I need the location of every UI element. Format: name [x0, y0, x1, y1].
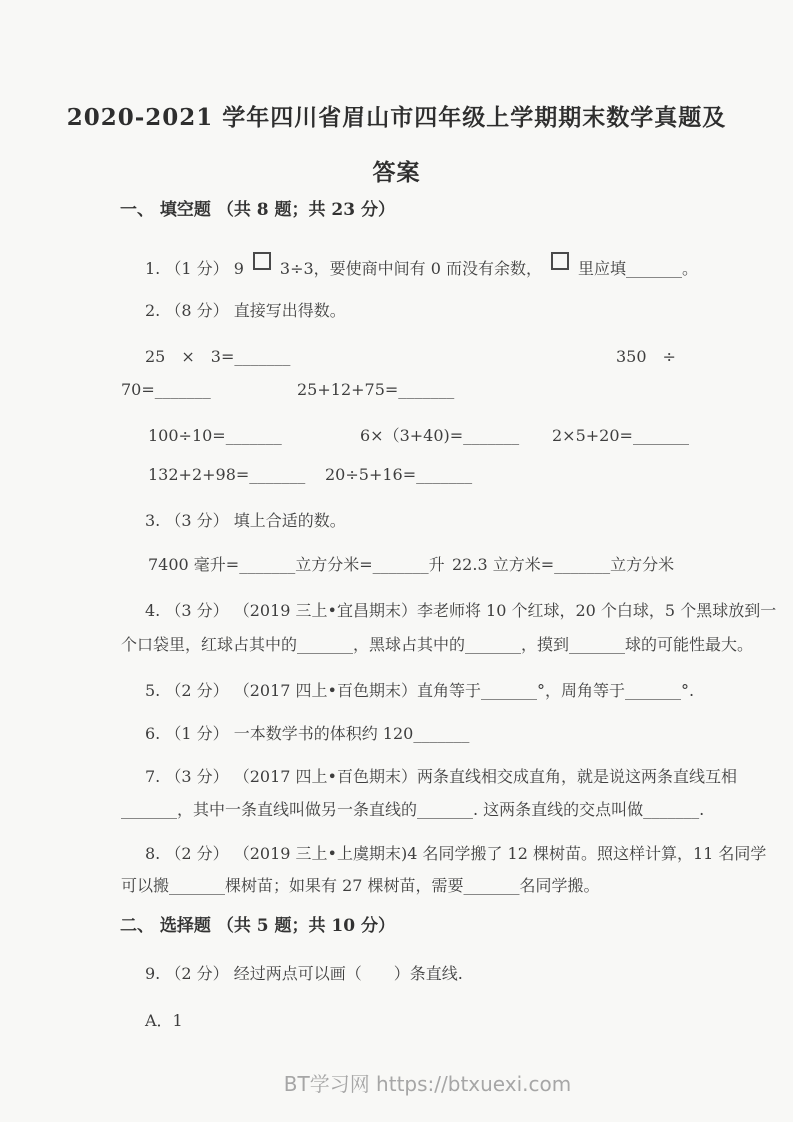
- question-7-line-2: _______，其中一条直线叫做另一条直线的_______. 这两条直线的交点叫做_______.: [121, 800, 705, 819]
- question-1-middle: 3÷3，要使商中间有 0 而没有余数，: [279, 259, 543, 278]
- question-3-fill-left: 7400 毫升=_______立方分米=_______升: [148, 555, 445, 574]
- section-heading-multiple-choice: 二、 选择题 （共 5 题；共 10 分）: [120, 916, 395, 936]
- calc-expression: 70=_______: [121, 380, 211, 399]
- question-1-prefix: 1. （1 分） 9: [145, 259, 244, 278]
- empty-box-icon: [551, 252, 569, 270]
- question-6: 6. （1 分） 一本数学书的体积约 120_______: [145, 724, 470, 743]
- question-9: 9. （2 分） 经过两点可以画（ ）条直线.: [145, 964, 463, 983]
- section-heading-fill-in: 一、 填空题 （共 8 题；共 23 分）: [120, 200, 395, 220]
- calc-expression: 2×5+20=_______: [552, 426, 689, 445]
- calc-expression: 100÷10=_______: [148, 426, 282, 445]
- question-9-option-a: A．1: [145, 1011, 183, 1030]
- page-title-line-1: 2020-2021 学年四川省眉山市四年级上学期期末数学真题及: [66, 104, 727, 131]
- question-3-fill-right: 22.3 立方米=_______立方分米: [452, 555, 675, 574]
- question-2: 2. （8 分） 直接写出得数。: [145, 301, 346, 320]
- question-7-line-1: 7. （3 分） （2017 四上•百色期末）两条直线相交成直角，就是说这两条直线互相: [145, 767, 737, 786]
- question-4-line-1: 4. （3 分） （2019 三上•宜昌期末）李老师将 10 个红球，20 个白球，5 个黑球放到一: [145, 601, 777, 620]
- calc-expression: 132+2+98=_______: [148, 465, 306, 484]
- question-5: 5. （2 分） （2017 四上•百色期末）直角等于_______°，周角等于_______°.: [145, 681, 695, 700]
- question-1: [145, 252, 698, 280]
- calc-expression: 350 ÷: [616, 347, 676, 366]
- page-title-line-2: 答案: [372, 159, 421, 186]
- question-4-line-2: 个口袋里，红球占其中的_______，黑球占其中的_______，摸到_______球的可能性最大。: [121, 635, 754, 654]
- calc-expression: 25+12+75=_______: [297, 380, 455, 399]
- empty-box-icon: [253, 252, 271, 270]
- calc-expression: 20÷5+16=_______: [325, 465, 473, 484]
- question-8-line-1: 8. （2 分） （2019 三上•上虞期末)4 名同学搬了 12 棵树苗。照这样计算，11 名同学: [145, 844, 767, 863]
- question-8-line-2: 可以搬_______棵树苗；如果有 27 棵树苗，需要_______名同学搬。: [121, 876, 600, 895]
- question-3: 3. （3 分） 填上合适的数。: [145, 511, 346, 530]
- calc-expression: 6×（3+40)=_______: [360, 426, 520, 445]
- question-1-suffix: 里应填_______。: [578, 259, 699, 278]
- watermark: BT学习网 https://btxuexi.com: [283, 1072, 572, 1096]
- calc-expression: 25 × 3=_______: [145, 347, 291, 366]
